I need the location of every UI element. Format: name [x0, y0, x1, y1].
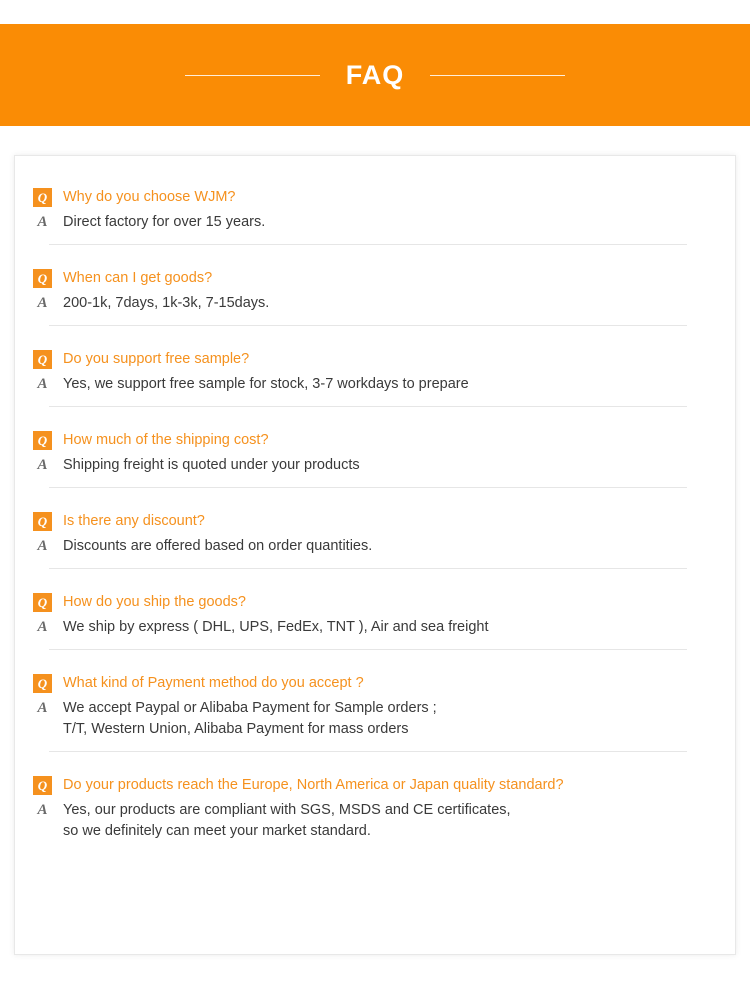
answer-badge-icon: A	[33, 456, 52, 475]
faq-answer-line-1: We accept Paypal or Alibaba Payment for Sample orders ;	[63, 700, 437, 716]
faq-answer-text	[63, 696, 437, 740]
question-badge-icon: Q	[33, 593, 52, 612]
banner-inner	[0, 59, 750, 90]
faq-question-row[interactable]	[33, 185, 693, 208]
answer-badge-icon: A	[33, 537, 52, 556]
faq-divider	[49, 649, 687, 650]
question-badge-icon: Q	[33, 188, 52, 207]
faq-answer-row	[33, 696, 693, 740]
answer-badge-icon: A	[33, 801, 52, 820]
question-badge-icon: Q	[33, 269, 52, 288]
item-spacer	[33, 496, 693, 509]
question-badge-icon: Q	[33, 674, 52, 693]
faq-question-text: When can I get goods?	[63, 270, 213, 286]
item-spacer	[33, 415, 693, 428]
answer-badge-icon: A	[33, 294, 52, 313]
faq-answer-row	[33, 372, 693, 395]
faq-answer-line-2: T/T, Western Union, Alibaba Payment for mass orders	[63, 721, 409, 737]
faq-answer-text	[63, 798, 511, 842]
faq-answer-text: Shipping freight is quoted under your products	[63, 457, 360, 473]
faq-question-row[interactable]	[33, 428, 693, 451]
faq-item	[33, 415, 693, 496]
faq-question-line-1: Do your products reach the Europe, North America or	[63, 777, 406, 793]
faq-question-text	[63, 773, 564, 796]
faq-divider	[49, 325, 687, 326]
faq-divider	[49, 751, 687, 752]
faq-question-row[interactable]	[33, 590, 693, 613]
faq-answer-row	[33, 453, 693, 476]
faq-question-row[interactable]	[33, 509, 693, 532]
faq-question-row[interactable]	[33, 347, 693, 370]
banner-rule-right	[430, 75, 565, 76]
faq-item	[33, 760, 693, 850]
faq-answer-row	[33, 534, 693, 557]
faq-answer-text: Yes, we support free sample for stock, 3-7 workdays to prepare	[63, 376, 469, 392]
answer-badge-icon: A	[33, 699, 52, 718]
faq-answer-text: We ship by express ( DHL, UPS, FedEx, TNT ), Air and sea freight	[63, 619, 489, 635]
faq-question-text: Is there any discount?	[63, 513, 205, 529]
faq-item	[33, 334, 693, 415]
faq-answer-line-1: Yes, our products are compliant with SGS, MSDS and CE certificates,	[63, 802, 511, 818]
faq-item	[33, 253, 693, 334]
item-spacer	[33, 760, 693, 773]
item-spacer	[33, 253, 693, 266]
faq-answer-row	[33, 615, 693, 638]
faq-divider	[49, 568, 687, 569]
faq-question-row[interactable]	[33, 266, 693, 289]
faq-question-text: How do you ship the goods?	[63, 594, 246, 610]
question-badge-icon: Q	[33, 431, 52, 450]
faq-answer-row	[33, 291, 693, 314]
page-title: FAQ	[345, 59, 405, 90]
faq-item	[33, 172, 693, 253]
faq-answer-line-2: so we definitely can meet your market standard.	[63, 823, 371, 839]
item-spacer	[33, 577, 693, 590]
question-badge-icon: Q	[33, 350, 52, 369]
faq-list	[33, 172, 693, 850]
item-spacer	[33, 172, 693, 185]
item-spacer	[33, 658, 693, 671]
question-badge-icon: Q	[33, 776, 52, 795]
faq-answer-text: Discounts are offered based on order quantities.	[63, 538, 373, 554]
item-spacer	[33, 334, 693, 347]
faq-item	[33, 577, 693, 658]
faq-divider	[49, 406, 687, 407]
faq-question-row[interactable]	[33, 773, 693, 796]
banner-rule-left	[185, 75, 320, 76]
faq-card	[14, 155, 736, 955]
faq-question-text: Why do you choose WJM?	[63, 189, 236, 205]
faq-answer-row	[33, 210, 693, 233]
faq-divider	[49, 487, 687, 488]
faq-banner	[0, 24, 750, 126]
faq-answer-text: Direct factory for over 15 years.	[63, 214, 266, 230]
faq-question-text: What kind of Payment method do you accept ?	[63, 675, 364, 691]
faq-question-row[interactable]	[33, 671, 693, 694]
faq-question-text: How much of the shipping cost?	[63, 432, 269, 448]
faq-item	[33, 496, 693, 577]
answer-badge-icon: A	[33, 213, 52, 232]
faq-question-text: Do you support free sample?	[63, 351, 250, 367]
faq-answer-row	[33, 798, 693, 842]
faq-question-line-2: Japan quality standard?	[409, 777, 564, 793]
answer-badge-icon: A	[33, 375, 52, 394]
question-badge-icon: Q	[33, 512, 52, 531]
faq-answer-text: 200-1k, 7days, 1k-3k, 7-15days.	[63, 295, 270, 311]
faq-item	[33, 658, 693, 760]
faq-divider	[49, 244, 687, 245]
answer-badge-icon: A	[33, 618, 52, 637]
